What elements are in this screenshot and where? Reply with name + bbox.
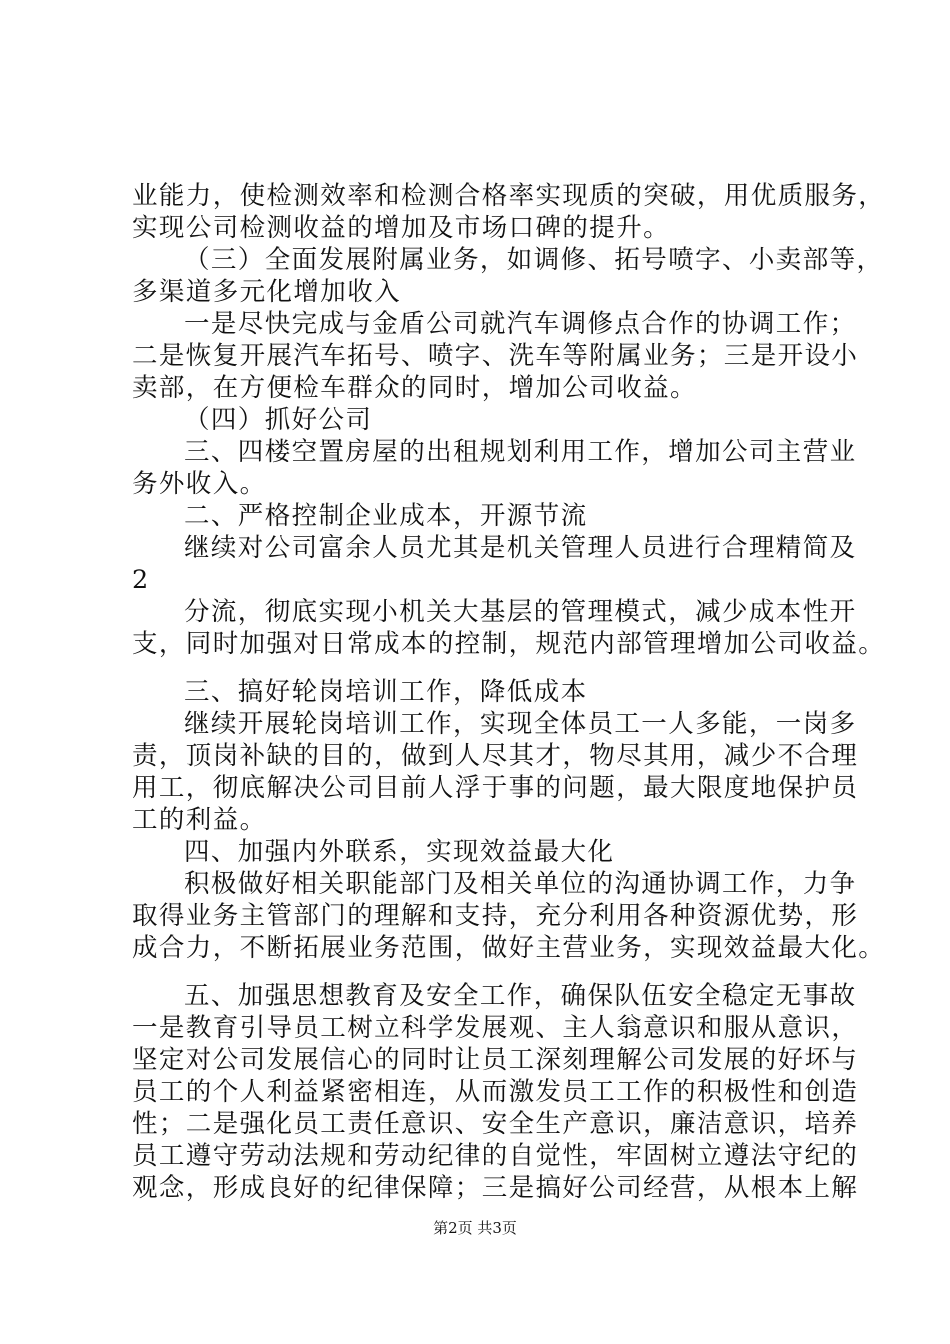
- body-text-line: 性；二是强化员工责任意识、安全生产意识，廉洁意识，培养: [132, 1109, 859, 1139]
- body-text-line: 二是恢复开展汽车拓号、喷字、洗车等附属业务；三是开设小: [132, 341, 859, 371]
- body-text-line: 工的利益。: [132, 805, 267, 835]
- body-text-line: 责，顶岗补缺的目的，做到人尽其才，物尽其用，减少不合理: [132, 741, 859, 771]
- body-text-line: 成合力，不断拓展业务范围，做好主营业务，实现效益最大化。: [132, 933, 886, 963]
- body-text-line: 支，同时加强对日常成本的控制，规范内部管理增加公司收益。: [132, 629, 886, 659]
- page-number-inline: 2: [132, 565, 150, 595]
- body-text-line: 继续开展轮岗培训工作，实现全体员工一人多能，一岗多: [184, 709, 857, 739]
- section-heading: （三）全面发展附属业务，如调修、拓号喷字、小卖部等，: [184, 245, 884, 275]
- body-text-line: 业能力，使检测效率和检测合格率实现质的突破，用优质服务，: [132, 181, 886, 211]
- body-text-line: 用工，彻底解决公司目前人浮于事的问题，最大限度地保护员: [132, 773, 859, 803]
- body-text-line: 一是尽快完成与金盾公司就汽车调修点合作的协调工作；: [184, 309, 857, 339]
- section-heading: 三、搞好轮岗培训工作，降低成本: [184, 677, 588, 707]
- body-text-line: 观念，形成良好的纪律保障；三是搞好公司经营，从根本上解: [132, 1173, 859, 1203]
- body-text-line: 三、四楼空置房屋的出租规划利用工作，增加公司主营业: [184, 437, 857, 467]
- body-text-line: 卖部，在方便检车群众的同时，增加公司收益。: [132, 373, 697, 403]
- body-text-line: 务外收入。: [132, 469, 267, 499]
- section-heading: 多渠道多元化增加收入: [132, 277, 402, 307]
- body-text-line: 实现公司检测收益的增加及市场口碑的提升。: [132, 213, 671, 243]
- body-text-line: 员工遵守劳动法规和劳动纪律的自觉性，牢固树立遵法守纪的: [132, 1141, 859, 1171]
- section-heading: 四、加强内外联系，实现效益最大化: [184, 837, 615, 867]
- body-text-line: 取得业务主管部门的理解和支持，充分利用各种资源优势，形: [132, 901, 859, 931]
- body-text-line: 坚定对公司发展信心的同时让员工深刻理解公司发展的好坏与: [132, 1045, 859, 1075]
- section-heading: （四）抓好公司: [184, 405, 373, 435]
- body-text-line: 继续对公司富余人员尤其是机关管理人员进行合理精简及: [184, 533, 857, 563]
- body-text-line: 员工的个人利益紧密相连，从而激发员工工作的积极性和创造: [132, 1077, 859, 1107]
- page-footer: 第2页 共3页: [433, 1219, 517, 1237]
- body-text-line: 积极做好相关职能部门及相关单位的沟通协调工作，力争: [184, 869, 857, 899]
- body-text-line: 一是教育引导员工树立科学发展观、主人翁意识和服从意识，: [132, 1013, 859, 1043]
- section-heading: 二、严格控制企业成本，开源节流: [184, 501, 588, 531]
- body-text-line: 分流，彻底实现小机关大基层的管理模式，减少成本性开: [184, 597, 857, 627]
- section-heading: 五、加强思想教育及安全工作，确保队伍安全稳定无事故: [184, 981, 857, 1011]
